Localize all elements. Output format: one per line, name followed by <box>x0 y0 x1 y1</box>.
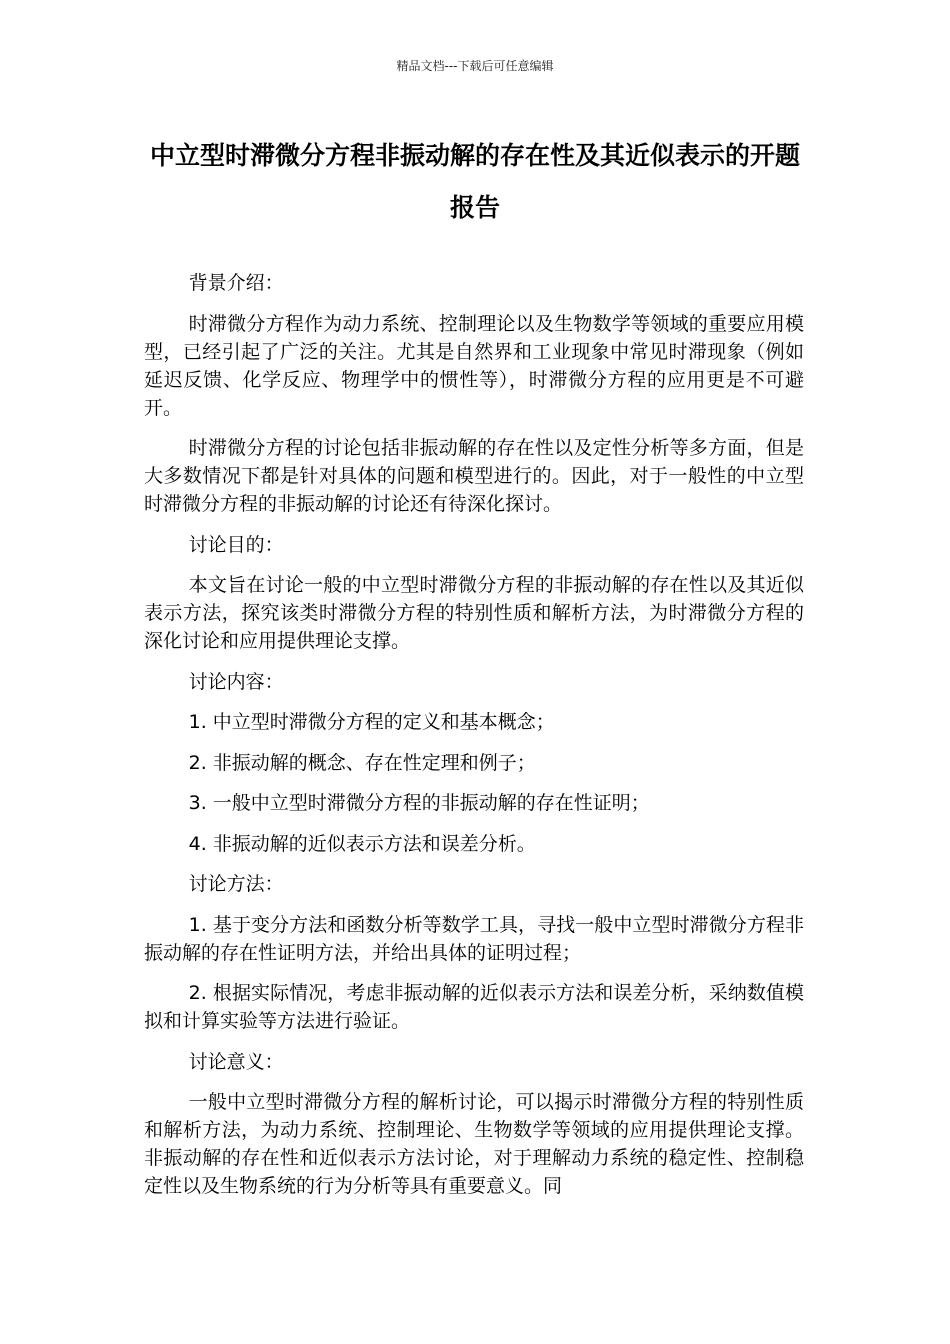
section-heading-method: 讨论方法： <box>188 873 284 895</box>
section-heading-purpose: 讨论目的： <box>188 533 284 556</box>
paragraph-background-2: 时滞微分方程的讨论包括非振动解的存在性以及定性分析等多方面，但是大多数情况下都是针对具体的问题和模型进行的。因此，对于一般性的中立型时滞微分方程的非振动解的讨论还有待深化探讨。 <box>144 437 804 515</box>
content-list-item: 2. 非振动解的概念、存在性定理和例子； <box>188 751 536 774</box>
method-list-item: 2. 根据实际情况，考虑非振动解的近似表示方法和误差分析，采纳数值模拟和计算实验等方法进行验证。 <box>144 982 804 1032</box>
section-heading-background: 背景介绍： <box>188 272 284 294</box>
paragraph-background-1: 时滞微分方程作为动力系统、控制理论以及生物数学等领域的重要应用模型，已经引起了广泛的关注。尤其是自然界和工业现象中常见时滞现象（例如延迟反馈、化学反应、物理学中的惯性等），时滞微分方程的应用更是不可避开。 <box>144 312 804 419</box>
document-title: 中立型时滞微分方程非振动解的存在性及其近似表示的开题报告 <box>149 141 800 222</box>
document-body <box>144 269 804 1213</box>
section-heading-significance: 讨论意义： <box>188 1050 284 1073</box>
paragraph-purpose: 本文旨在讨论一般的中立型时滞微分方程的非振动解的存在性以及其近似表示方法，探究该类时滞微分方程的特别性质和解析方法，为时滞微分方程的深化讨论和应用提供理论支撑。 <box>144 574 804 652</box>
content-list-item: 3. 一般中立型时滞微分方程的非振动解的存在性证明； <box>188 792 650 814</box>
paragraph-significance: 一般中立型时滞微分方程的解析讨论，可以揭示时滞微分方程的特别性质和解析方法，为动力系统、控制理论、生物数学等领域的应用提供理论支撑。非振动解的存在性和近似表示方法讨论，对于理解动力系统的稳定性、控制稳定性以及生物系统的行为分析等具有重要意义。同 <box>144 1091 804 1197</box>
section-heading-content: 讨论内容： <box>188 670 284 693</box>
method-list-item: 1. 基于变分方法和函数分析等数学工具，寻找一般中立型时滞微分方程非振动解的存在性证明方法，并给出具体的证明过程； <box>144 913 804 964</box>
page-header-note: 精品文档---下载后可任意编辑 <box>396 59 554 73</box>
content-list-item: 1. 中立型时滞微分方程的定义和基本概念； <box>188 711 555 733</box>
content-list-item: 4. 非振动解的近似表示方法和误差分析。 <box>188 832 536 855</box>
